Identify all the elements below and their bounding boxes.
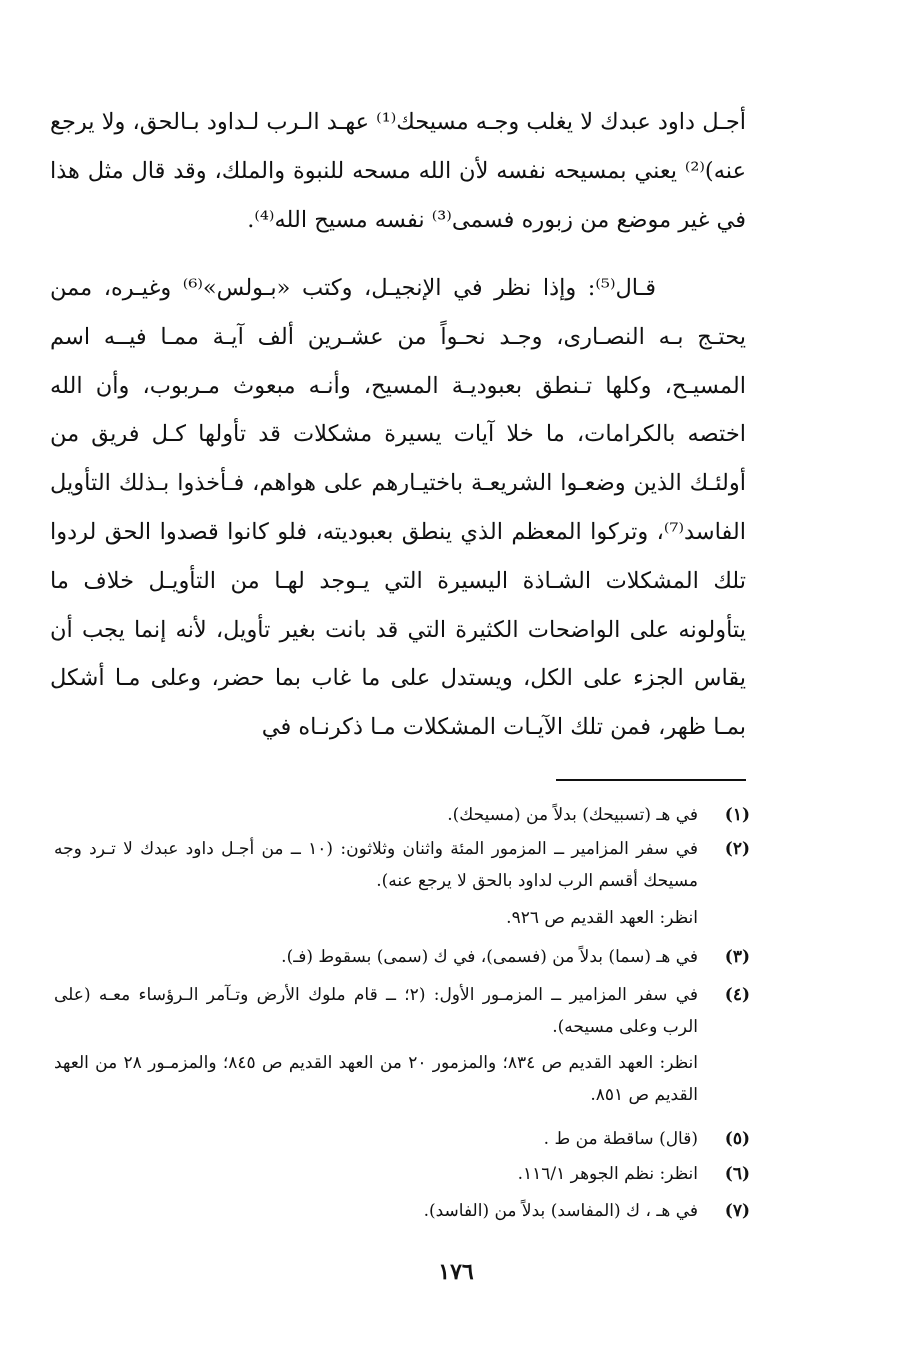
footnote-text: في هـ ، ك (المفاسد) بدلاً من (الفاسد). [423,1201,698,1221]
footnote-number: (١) [724,805,750,825]
footnote-number: (٣) [724,947,750,967]
footnote-text: انظر: العهد القديم ص ٨٣٤؛ والمزمور ٢٠ من العهد القديم ص ٨٤٥؛ والمزمـور ٢٨ من العهد القديم ص ٨٥١. [54,1053,698,1105]
footnote-3 [54,942,750,974]
footnote-text: في سفر المزامير ــ المزمـور الأول: (٢؛ ــ قام ملوك الأرض وتـآمر الـرؤساء معـه (على الرب وعلى مسيحه). [54,985,698,1037]
footnote-4-reference [54,1048,750,1111]
page-number: ١٧٦ [438,1259,474,1285]
footnote-text: (قال) ساقطة من ط . [543,1129,698,1149]
footnote-separator [556,779,746,781]
footnote-text: انظر: نظم الجوهر ١١٦/١. [517,1164,698,1184]
footnote-text: انظر: العهد القديم ص ٩٢٦. [506,908,698,928]
paragraph-1: أجـل داود عبدك لا يغلب وجـه مسيحك⁽¹⁾ عهـد الـرب لـداود بـالحق، ولا يرجع عنه)⁽²⁾ يعني بمسيحه نفسه لأن الله مسحه للنبوة والملك، وقد قال مثل هذا في غير موضع من زبوره فسمى⁽³⁾ نفسه مسيح الله⁽⁴⁾. [49,109,746,233]
footnote-number: (٦) [724,1164,750,1184]
footnote-1 [54,800,750,832]
footnote-6 [54,1159,750,1191]
footnote-4 [54,980,750,1043]
footnote-5 [54,1124,750,1156]
footnote-text: في هـ (تسبيحك) بدلاً من (مسيحك). [447,805,698,825]
footnote-number: (٢) [724,839,750,859]
paragraph-2: قـال⁽⁵⁾: وإذا نظر في الإنجيـل، وكتب «بـولس»⁽⁶⁾ وغيـره، ممن يحتـج بـه النصـارى، وجـد نحـواً من عشـرين ألف آيـة ممـا فيــه اسم المسيـح، وكلها تـنطق بعبوديـة المسيح، وأنـه مبعوث مـربوب، وأن الله اختصه بالكرامات، ما خلا آيات يسيرة مشكلات قد تأولها كـل فريق من أولئـك الذين وضعـوا الشريعـة باختيـارهم على هواهم، فـأخذوا بـذلك التأويل الفاسد⁽⁷⁾، وتركوا المعظم الذي ينطق بعبوديته، فلو كانوا قصدوا الحق لردوا تلك المشكلات الشـاذة اليسيرة التي يـوجد لهـا من التأويـل خلاف ما يتأولونه على الواضحات الكثيرة التي قد بانت بغير تأويل، لأنه إنما يجب أن يقاس الجزء على الكل، ويستدل على ما غاب بما حضر، وعلى مـا أشكل بمـا ظهر، فمن تلك الآيـات المشكلات مـا ذكرنـاه في [50,275,746,741]
footnote-text: في هـ (سما) بدلاً من (فسمى)، في ك (سمى) بسقوط (فـ). [281,947,698,967]
footnote-number: (٧) [724,1201,750,1221]
footnote-2 [54,834,750,897]
footnote-7 [54,1196,750,1228]
footnote-number: (٥) [724,1129,750,1149]
footnote-text: في سفر المزامير ــ المزمور المئة واثنان وثلاثون: (١٠ ــ من أجـل داود عبدك لا تـرد وجه مسيحك أقسم الرب لداود بالحق لا يرجع عنه). [54,839,698,891]
footnote-2-reference [54,903,750,935]
footnote-number: (٤) [724,985,750,1005]
